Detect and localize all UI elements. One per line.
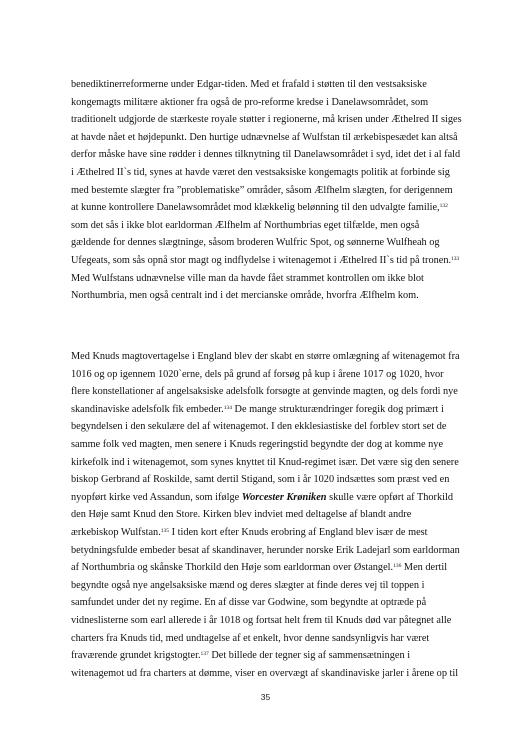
text-segment: Det billede der tegner sig af sammensætningen i [208, 650, 411, 662]
footnote-ref-135[interactable]: 135 [160, 527, 170, 534]
text-line: den Høje samt Knud den Store. Kirken blev indviet med deltagelse af blandt andre [71, 509, 412, 521]
text-line: Northumbria, men også centralt ind i det mercianske område, hvorfra Ælfhelm kom. [71, 290, 419, 302]
text-line: begyndelsen i den sekulære del af witenagemot. I den ekklesiastiske del forblev stort set de [71, 421, 447, 433]
text-line: samfundet under det ny regime. En af disse var Godwine, som begyndte at optræde på [71, 597, 427, 609]
text-segment: af Northumbria og skånske Thorkild den Høje som earldorman over Østangel. [71, 562, 394, 574]
text-segment: skulle være opført af Thorkild [326, 491, 453, 503]
text-line [71, 401, 467, 419]
text-line [71, 647, 467, 665]
text-line: med bestemte slægter fra ”problematiske” områder, såsom Ælfhelm slægten, for derigennem [71, 184, 453, 196]
text-line: 1016 og op igennem 1020`erne, dels på grund af forsøg på kup i årene 1017 og 1020, hvor [71, 368, 444, 380]
text-line [71, 559, 467, 577]
text-line [71, 199, 467, 217]
text-line: Med Wulfstans udnævnelse ville man da havde fået strammet kontrollen om ikke blot [71, 272, 424, 284]
italic-title-worcester: Worcester Krøniken [241, 491, 327, 503]
text-line [71, 524, 467, 542]
text-segment: at kunne kontrollere Danelawsområdet mod klækkelig belønning til den udvalgte familie, [71, 202, 440, 214]
text-line: som det sås i ikke blot earldorman Ælfhelm af Northumbrias eget tilfælde, men også [71, 219, 420, 231]
text-line: benediktinerreformerne under Edgar-tiden. Med et frafald i støtten til den vestsaksiske [71, 79, 427, 90]
text-line: Med Knuds magtovertagelse i England blev der skabt en større omlægning af witenagemot fra [71, 351, 460, 362]
text-line: kongemagts militære aktioner fra også de pro-reforme kredse i Danelawsområdet, som [71, 96, 429, 108]
text-segment: I tiden kort efter Knuds erobring af England blev især de mest [169, 526, 428, 538]
text-line: traditionelt udgjorde de stærkeste royale støtter i regionerne, må krisen under Æthelred II siges [71, 114, 462, 126]
text-line [71, 252, 467, 270]
footnote-ref-134[interactable]: 134 [223, 404, 232, 411]
text-line [71, 489, 467, 507]
footnote-ref-137[interactable]: 137 [200, 651, 209, 658]
footnote-ref-132[interactable]: 132 [439, 203, 448, 210]
text-line: witenagemot ud fra charters at dømme, viser en overvægt af skandinaviske jarler i årene op til [71, 667, 459, 679]
text-line: flere konstellationer af angelsaksiske adelsfolk forsøgte at genvinde magten, og dels fordi nye [71, 386, 458, 398]
text-line: derfor måske have sine rødder i dennes tilknytning til Danelawsområdet i syd, idet det i al fald [71, 149, 461, 161]
text-segment: Men dertil [401, 562, 448, 574]
paragraph-2 [71, 348, 467, 682]
text-line: charters fra Knuds tid, med undtagelse af et enkelt, hvor denne sandsynligvis har været [71, 632, 430, 644]
footnote-ref-133[interactable]: 133 [451, 255, 460, 262]
page-number: 35 [260, 692, 271, 702]
text-segment: De mange strukturændringer foregik dog primært i [231, 403, 444, 415]
text-line: gældende for dennes slægtninge, såsom broderen Wulfric Spot, og sønnerne Wulfheah og [71, 237, 440, 249]
text-segment: skandinaviske adelsfolk fik embeder. [71, 403, 224, 415]
text-line: biskop Gerbrand af Roskilde, samt dertil Stigand, som i år 1020 indsættes som præst ved en [71, 474, 450, 486]
text-line: betydningsfulde embeder besat af skandinaver, herunder norske Erik Ladejarl som earldorman [71, 544, 460, 556]
text-line: begyndte også nye angelsaksiske mænd og deres slægter at finde deres vej til toppen i [71, 579, 425, 591]
text-segment: nyopført kirke ved Assandun, som ifølge [71, 491, 242, 503]
text-segment: ærkebiskop Wulfstan. [71, 526, 161, 538]
text-line: kirkefolk ind i witenagemot, som synes knyttet til Knud-regimet især. Det være sig den senere [71, 456, 459, 468]
text-line: samme folk ved magten, men senere i Knuds regeringstid begyndte der dog at komme nye [71, 438, 444, 450]
footnote-ref-136[interactable]: 136 [393, 563, 402, 570]
paragraph-1 [71, 76, 467, 305]
text-segment: Ufegeats, som sås opnå stor magt og indflydelse i witenagemot i Æthelred II`s tid på tronen. [71, 254, 452, 266]
text-line: i Æthelred II`s tid, synes at havde været den vestsaksiske kongemagts politik at forbinde sig [71, 166, 450, 178]
text-line: at havde nået et højdepunkt. Den hurtige udnævnelse af Wulfstan til ærkebispesædet kan altså [71, 131, 458, 143]
text-segment: fraværende grundet krigstogter. [71, 650, 201, 662]
text-line: vidneslisterne som earl allerede i år 1018 og fortsat helt frem til Knuds død var påtegnet alle [71, 614, 452, 626]
